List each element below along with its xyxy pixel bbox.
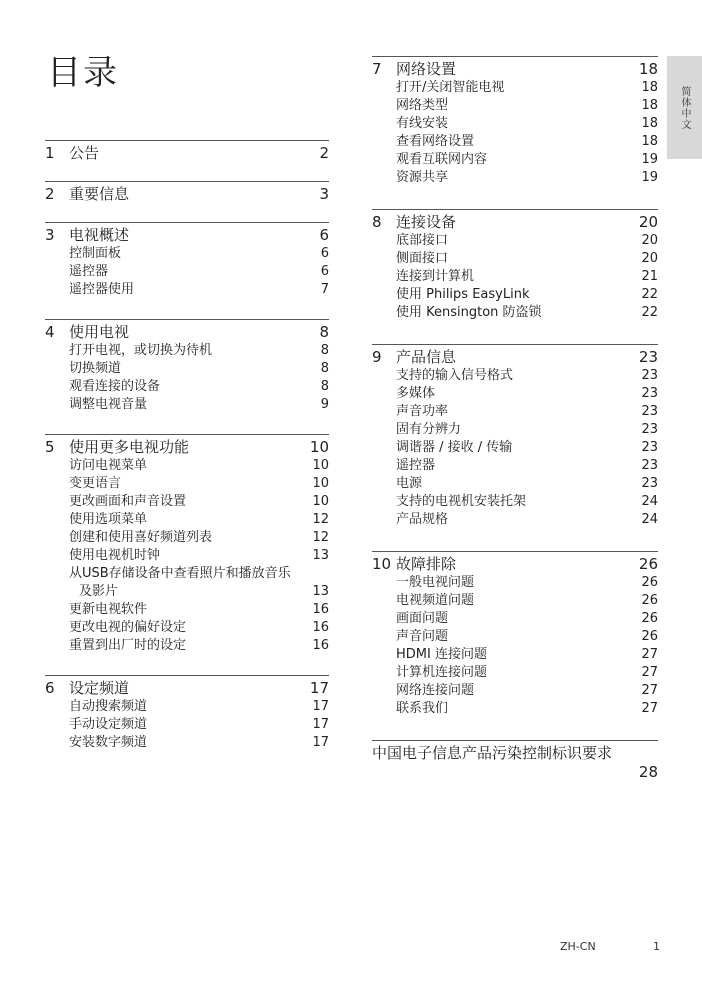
toc-entry-link[interactable] [372,610,658,628]
entry-page: 6 [320,264,329,279]
entry-page: 16 [312,638,329,653]
entry-page: 17 [312,699,329,714]
toc-entry-link[interactable] [45,342,329,360]
toc-entry-link[interactable] [45,360,329,378]
entry-title: 及影片 [79,584,119,599]
toc-section [45,222,329,299]
entry-title: 网络连接问题 [396,683,475,698]
toc-entry-link[interactable] [372,700,658,718]
entry-page: 23 [641,422,658,437]
toc-entry-link[interactable] [372,304,658,322]
toc-entry-link[interactable] [45,378,329,396]
chapter-page: 17 [309,679,329,697]
entry-title: 调谐器 / 接收 / 传输 [396,440,513,455]
toc-section [372,56,658,187]
chapter-page: 26 [638,555,658,573]
toc-entry-link[interactable] [372,97,658,115]
toc-entry-link[interactable] [372,169,658,187]
entry-title: 计算机连接问题 [396,665,488,680]
chapter-number: 4 [45,323,55,341]
chapter-title: 电视概述 [69,226,130,244]
entry-page: 19 [641,170,658,185]
toc-entry-link[interactable] [372,421,658,439]
toc-section [45,675,329,752]
entry-page: 8 [320,343,329,358]
toc-chapter-link[interactable] [45,438,329,457]
entry-title: 遥控器使用 [69,282,135,297]
entry-title: 支持的输入信号格式 [396,368,514,383]
entry-page: 18 [641,116,658,131]
chapter-number: 2 [45,185,55,203]
chapter-number: 10 [372,555,392,573]
entry-title: 连接到计算机 [396,269,475,284]
toc-entry-link[interactable] [45,493,329,511]
entry-page: 23 [641,458,658,473]
final-entry-title: 中国电子信息产品污染控制标识要求 [372,744,613,762]
toc-entry-link[interactable] [45,457,329,475]
entry-page: 18 [641,80,658,95]
entry-page: 23 [641,476,658,491]
entry-title: 一般电视问题 [396,575,475,590]
entry-page: 26 [641,593,658,608]
entry-page: 26 [641,575,658,590]
toc-entry-link[interactable] [45,396,329,414]
toc-entry-link[interactable] [372,151,658,169]
entry-page: 17 [312,735,329,750]
entry-title: 侧面接口 [396,251,449,266]
toc-section [372,209,658,322]
entry-title: 电源 [396,476,423,491]
entry-title: 使用 Kensington 防盗锁 [396,305,542,320]
entry-title: 查看网络设置 [396,134,475,149]
entry-title: 切换频道 [69,361,122,376]
chapter-number: 8 [372,213,382,231]
chapter-title: 故障排除 [396,555,457,573]
entry-title: 打开/关闭智能电视 [396,80,505,95]
chapter-number: 5 [45,438,55,456]
toc-entry-link[interactable] [45,281,329,299]
footer-page-number: 1 [653,940,660,953]
toc-chapter-link[interactable] [372,348,658,367]
entry-title: 从USB存储设备中查看照片和播放音乐 [69,566,291,581]
entry-title: 变更语言 [69,476,122,491]
entry-title: 固有分辨力 [396,422,462,437]
entry-title: 资源共享 [396,170,449,185]
entry-title: 支持的电视机安装托架 [396,494,527,509]
chapter-page: 18 [638,60,658,78]
toc-entry-link[interactable] [45,583,329,601]
chapter-title: 使用更多电视功能 [69,438,190,456]
chapter-title: 产品信息 [396,348,457,366]
toc-entry-link[interactable] [372,511,658,529]
entry-title: HDMI 连接问题 [396,647,487,662]
entry-page: 12 [312,530,329,545]
entry-page: 21 [641,269,658,284]
entry-title: 更改画面和声音设置 [69,494,187,509]
entry-title: 观看互联网内容 [396,152,488,167]
entry-page: 27 [641,683,658,698]
entry-title: 画面问题 [396,611,449,626]
entry-title: 更改电视的偏好设定 [69,620,187,635]
chapter-page: 2 [319,144,329,162]
chapter-title: 连接设备 [396,213,457,231]
entry-page: 22 [641,305,658,320]
entry-page: 10 [312,458,329,473]
page-footer [560,940,660,953]
entry-page: 10 [312,494,329,509]
entry-title: 打开电视，或切换为待机 [69,343,213,358]
toc-entry-link[interactable] [372,457,658,475]
final-entry-page: 28 [638,763,658,781]
entry-page: 13 [312,584,329,599]
toc-entry-link[interactable] [372,493,658,511]
toc-entry-link[interactable] [45,565,329,583]
toc-entry-link[interactable] [372,664,658,682]
entry-page: 27 [641,647,658,662]
entry-page: 8 [320,361,329,376]
toc-entry-link[interactable] [372,286,658,304]
entry-page: 13 [312,548,329,563]
chapter-page: 8 [319,323,329,341]
entry-title: 遥控器 [396,458,436,473]
entry-title: 访问电视菜单 [69,458,148,473]
toc-section [45,319,329,414]
toc-entry-link[interactable] [372,574,658,592]
language-tab [667,56,702,159]
entry-page: 16 [312,620,329,635]
entry-title: 产品规格 [396,512,449,527]
entry-page: 20 [641,233,658,248]
toc-entry-link[interactable] [372,268,658,286]
chapter-number: 1 [45,144,55,162]
toc-entry-link[interactable] [45,734,329,752]
toc-entry-link[interactable] [372,628,658,646]
chapter-page: 3 [319,185,329,203]
toc-chapter-link[interactable] [372,60,658,79]
toc-section [45,140,329,163]
entry-page: 10 [312,476,329,491]
entry-page: 23 [641,440,658,455]
toc-final-page-row [372,763,658,782]
toc-entry-link[interactable] [372,367,658,385]
entry-title: 自动搜索频道 [69,699,148,714]
toc-chapter-link[interactable] [45,226,329,245]
toc-entry-link[interactable] [372,646,658,664]
toc-entry-link[interactable] [45,601,329,619]
entry-page: 16 [312,602,329,617]
toc-entry-link[interactable] [45,475,329,493]
toc-chapter-link[interactable] [45,679,329,698]
toc-chapter-link[interactable] [45,323,329,342]
chapter-title: 设定频道 [69,679,130,697]
entry-page: 26 [641,611,658,626]
entry-title: 手动设定频道 [69,717,148,732]
entry-page: 22 [641,287,658,302]
chapter-number: 6 [45,679,55,697]
chapter-number: 9 [372,348,382,366]
entry-title: 重置到出厂时的设定 [69,638,187,653]
toc-section [45,434,329,655]
entry-page: 24 [641,494,658,509]
toc-entry-link[interactable] [372,232,658,250]
chapter-number: 7 [372,60,382,78]
entry-title: 声音功率 [396,404,449,419]
toc-left-column [45,140,329,752]
toc-entry-link[interactable] [372,115,658,133]
chapter-page: 23 [638,348,658,366]
entry-title: 使用电视机时钟 [69,548,161,563]
entry-title: 网络类型 [396,98,449,113]
chapter-page: 10 [309,438,329,456]
entry-page: 26 [641,629,658,644]
page-title: 目录 [47,53,119,93]
chapter-title: 公告 [69,144,100,162]
chapter-title: 网络设置 [396,60,457,78]
toc-entry-link[interactable] [372,475,658,493]
entry-title: 电视频道问题 [396,593,475,608]
entry-title: 更新电视软件 [69,602,148,617]
toc-entry-link[interactable] [45,245,329,263]
entry-page: 23 [641,404,658,419]
toc-section [372,344,658,529]
entry-page: 8 [320,379,329,394]
footer-locale: ZH-CN [560,940,596,953]
toc-section [372,551,658,718]
toc-entry-link[interactable] [372,682,658,700]
entry-page: 20 [641,251,658,266]
entry-title: 使用 Philips EasyLink [396,287,530,302]
toc-entry-link[interactable] [45,698,329,716]
toc-entry-link[interactable] [372,133,658,151]
entry-page: 27 [641,665,658,680]
toc-entry-link[interactable] [372,439,658,457]
toc-entry-link[interactable] [45,716,329,734]
chapter-page: 20 [638,213,658,231]
entry-page: 23 [641,386,658,401]
entry-title: 底部接口 [396,233,449,248]
entry-page: 18 [641,98,658,113]
entry-page: 9 [320,397,329,412]
toc-section [45,181,329,204]
toc-entry-link[interactable] [45,637,329,655]
entry-page: 23 [641,368,658,383]
toc-right-column [372,56,658,782]
toc-entry-link[interactable] [45,619,329,637]
toc-entry-link[interactable] [45,547,329,565]
language-tab-label: 简体中文 [679,85,690,130]
entry-title: 调整电视音量 [69,397,148,412]
toc-entry-link[interactable] [45,263,329,281]
entry-title: 使用选项菜单 [69,512,148,527]
entry-page: 17 [312,717,329,732]
entry-title: 声音问题 [396,629,449,644]
entry-page: 6 [320,246,329,261]
toc-entry-link[interactable] [372,250,658,268]
entry-title: 联系我们 [396,701,449,716]
entry-title: 多媒体 [396,386,436,401]
toc-chapter-link[interactable] [372,213,658,232]
toc-entry-link[interactable] [372,79,658,97]
entry-title: 遥控器 [69,264,109,279]
toc-final-section [372,740,658,782]
toc-chapter-link[interactable] [372,555,658,574]
entry-title: 控制面板 [69,246,122,261]
entry-page: 24 [641,512,658,527]
toc-chapter-link[interactable] [45,185,329,204]
toc-entry-link[interactable] [372,403,658,421]
chapter-title: 重要信息 [69,185,130,203]
entry-page: 19 [641,152,658,167]
entry-page: 18 [641,134,658,149]
chapter-title: 使用电视 [69,323,130,341]
entry-title: 观看连接的设备 [69,379,161,394]
toc-entry-link[interactable] [45,529,329,547]
entry-page: 7 [320,282,329,297]
toc-final-link[interactable] [372,744,658,763]
entry-title: 有线安装 [396,116,449,131]
toc-entry-link[interactable] [372,385,658,403]
chapter-page: 6 [319,226,329,244]
entry-title: 创建和使用喜好频道列表 [69,530,213,545]
toc-entry-link[interactable] [372,592,658,610]
toc-entry-link[interactable] [45,511,329,529]
entry-title: 安装数字频道 [69,735,148,750]
entry-page: 27 [641,701,658,716]
entry-page: 12 [312,512,329,527]
toc-chapter-link[interactable] [45,144,329,163]
chapter-number: 3 [45,226,55,244]
